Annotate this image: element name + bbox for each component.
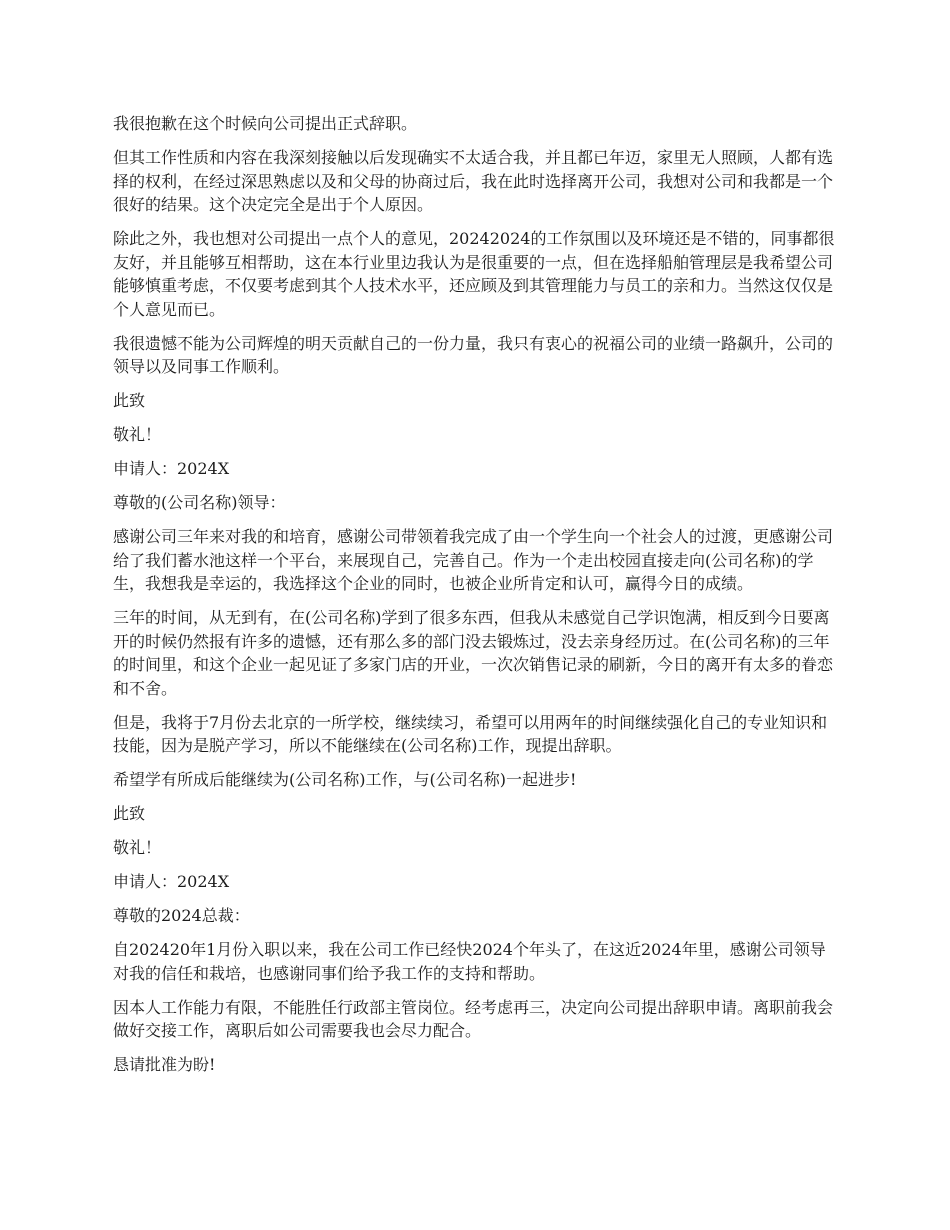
salutation: 尊敬的(公司名称)领导： [113, 493, 286, 512]
paragraph: 但其工作性质和内容在我深刻接触以后发现确实不太适合我，并且都已年迈，家里无人照顾，人都有选择的权利，在经过深思熟虑以及和父母的协商过后，我在此时选择离开公司，我想对公司和我都是一个很好的结果。这个决定完全是出于个人原因。 [113, 148, 834, 214]
closing-request: 恳请批准为盼! [113, 1055, 216, 1074]
closing-line: 此致 [113, 804, 146, 823]
document-body [113, 112, 841, 1087]
paragraph: 因本人工作能力有限，不能胜任行政部主管岗位。经考虑再三，决定向公司提出辞职申请。离职前我会做好交接工作，离职后如公司需要我也会尽力配合。 [113, 997, 834, 1040]
paragraph: 希望学有所成后能继续为(公司名称)工作，与(公司名称)一起进步! [113, 770, 577, 789]
paragraph: 除此之外，我也想对公司提出一点个人的意见，20242024的工作氛围以及环境还是不错的，同事都很友好，并且能够互相帮助，这在本行业里边我认为是很重要的一点，但在选择船舶管理层是我希望公司能够慎重考虑，不仅要考虑到其个人技术水平，还应顾及到其管理能力与员工的亲和力。当然这仅仅是个人意见而已。 [113, 229, 835, 319]
applicant-line: 申请人：2024X [113, 872, 230, 891]
applicant-line: 申请人：2024X [113, 459, 230, 478]
salutation: 尊敬的2024总裁： [113, 906, 250, 925]
paragraph: 三年的时间，从无到有，在(公司名称)学到了很多东西，但我从未感觉自己学识饱满，相反到今日要离开的时候仍然报有许多的遗憾，还有那么多的部门没去锻炼过，没去亲身经历过。在(公司名称)的三年的时间里，和这个企业一起见证了多家门店的开业，一次次销售记录的刷新，今日的离开有太多的眷恋和不舍。 [113, 608, 834, 698]
closing-salute: 敬礼！ [113, 838, 162, 857]
closing-line: 此致 [113, 391, 146, 410]
paragraph: 自202420年1月份入职以来，我在公司工作已经快2024个年头了，在这近2024年里，感谢公司领导对我的信任和栽培，也感谢同事们给予我工作的支持和帮助。 [113, 940, 826, 983]
paragraph: 我很遗憾不能为公司辉煌的明天贡献自己的一份力量，我只有衷心的祝福公司的业绩一路飙升，公司的领导以及同事工作顺利。 [113, 333, 834, 376]
paragraph: 但是，我将于7月份去北京的一所学校，继续续习，希望可以用两年的时间继续强化自己的专业知识和技能，因为是脱产学习，所以不能继续在(公司名称)工作，现提出辞职。 [113, 712, 828, 755]
paragraph: 感谢公司三年来对我的和培育，感谢公司带领着我完成了由一个学生向一个社会人的过渡，更感谢公司给了我们蓄水池这样一个平台，来展现自己，完善自己。作为一个走出校园直接走向(公司名称)的学生，我想我是幸运的，我选择这个企业的同时，也被企业所肯定和认可，赢得今日的成绩。 [113, 527, 834, 593]
paragraph: 我很抱歉在这个时候向公司提出正式辞职。 [113, 114, 418, 133]
closing-salute: 敬礼！ [113, 425, 162, 444]
